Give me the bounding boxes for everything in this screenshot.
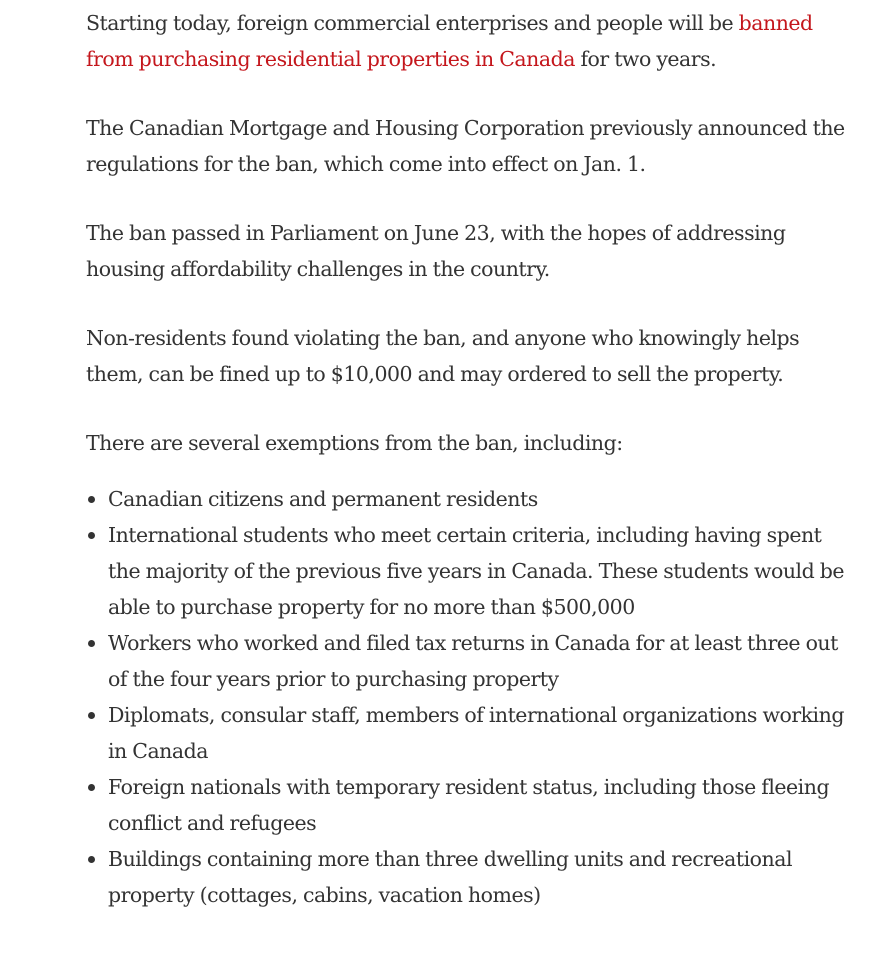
- list-item: [86, 769, 846, 841]
- exemptions-list: [86, 481, 846, 913]
- intro-text-after: for two years.: [574, 47, 717, 71]
- paragraph-exemptions-intro: There are several exemptions from the ban, including:: [86, 431, 623, 455]
- bullet-icon: [88, 496, 95, 503]
- paragraph-regulations: The Canadian Mortgage and Housing Corporation previously announced the regulations for the ban, which come into effect on Jan. 1.: [86, 116, 845, 176]
- paragraph-penalty: Non-residents found violating the ban, and anyone who knowingly helps them, can be fined up to $10,000 and may ordered to sell the property.: [86, 326, 800, 386]
- bullet-icon: [88, 532, 95, 539]
- list-item: [86, 697, 846, 769]
- list-item-text: Diplomats, consular staff, members of international organizations working in Canada: [108, 703, 844, 763]
- list-item: [86, 517, 846, 625]
- list-item-text: Canadian citizens and permanent residents: [108, 487, 538, 511]
- bullet-icon: [88, 640, 95, 647]
- list-item-text: International students who meet certain criteria, including having spent the majority of the previous five years in Canada. These students would be able to purchase property for no more than $500,000: [108, 523, 844, 619]
- list-item: [86, 625, 846, 697]
- list-item: [86, 481, 846, 517]
- list-item-text: Foreign nationals with temporary resident status, including those fleeing conflict and refugees: [108, 775, 830, 835]
- bullet-icon: [88, 856, 95, 863]
- bullet-icon: [88, 712, 95, 719]
- paragraph-parliament: The ban passed in Parliament on June 23, with the hopes of addressing housing affordability challenges in the country.: [86, 221, 786, 281]
- list-item: [86, 841, 846, 913]
- ban-link[interactable]: banned from purchasing residential properties in Canada: [86, 11, 813, 71]
- article-body: [86, 5, 846, 913]
- paragraph-intro: [86, 5, 846, 77]
- bullet-icon: [88, 784, 95, 791]
- intro-text-before: Starting today, foreign commercial enterprises and people will be: [86, 11, 739, 35]
- list-item-text: Workers who worked and filed tax returns in Canada for at least three out of the four years prior to purchasing property: [108, 631, 838, 691]
- list-item-text: Buildings containing more than three dwelling units and recreational property (cottages, cabins, vacation homes): [108, 847, 792, 907]
